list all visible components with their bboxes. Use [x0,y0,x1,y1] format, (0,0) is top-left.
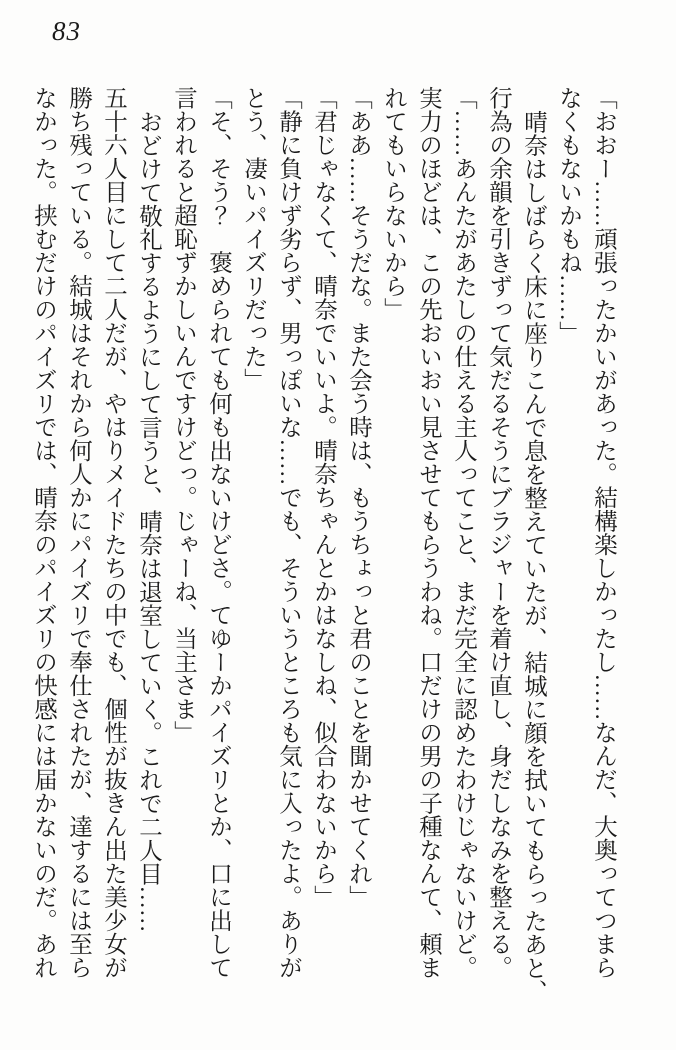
text-column: 実力のほどは、この先おいおい見させてもらうわね。口だけの男の子種なんて、頼ま [415,86,441,979]
text-column: なくもないかもね……」 [555,86,581,345]
text-column: 「静に負けず劣らず、男っぽいな……でも、そういうところも気に入ったよ。ありが [275,86,301,979]
text-column: 「ああ……そうだな。また会う時は、もうちょっと君のことを聞かせてくれ」 [345,86,371,909]
text-column: とう、凄いパイズリだった」 [240,86,266,392]
page-number: 83 [52,16,81,46]
text-column: 言われると超恥ずかしいんですけどっ。じゃーね、当主さま」 [170,86,196,744]
text-column: 「……あんたがあたしの仕える主人ってこと、まだ完全に認めたわけじゃないけど。 [450,86,476,979]
text-column: 晴奈はしばらく床に座りこんで息を整えていたが、結城に顔を拭いてもらったあと、 [520,109,546,1003]
text-column: なかった。挟むだけのパイズリでは、晴奈のパイズリの快感には届かないのだ。あれ [30,86,56,979]
text-block [25,86,620,1026]
text-column: 「そ、そう？ 褒められても何も出ないけどさ。てゆーかパイズリとか、口に出して [205,86,231,979]
text-column: 行為の余韻を引きずって気だるそうにブラジャーを着け直し、身だしなみを整える。 [485,86,511,979]
text-column: 「おおー……頑張ったかいがあった。結構楽しかったし……なんだ、大奥ってつまら [590,86,616,979]
text-column: れてもいらないから」 [380,86,406,321]
text-column: 五十六人目にして二人だが、やはりメイドたちの中でも、個性が抜きん出た美少女が [100,86,126,979]
text-column: 勝ち残っている。結城はそれから何人かにパイズリで奉仕されたが、達するには至ら [65,86,91,979]
text-column: おどけて敬礼するようにして言うと、晴奈は退室していく。これで二人目…… [135,109,161,932]
text-column: 「君じゃなくて、晴奈でいいよ。晴奈ちゃんとかはなしね、似合わないから」 [310,86,336,909]
